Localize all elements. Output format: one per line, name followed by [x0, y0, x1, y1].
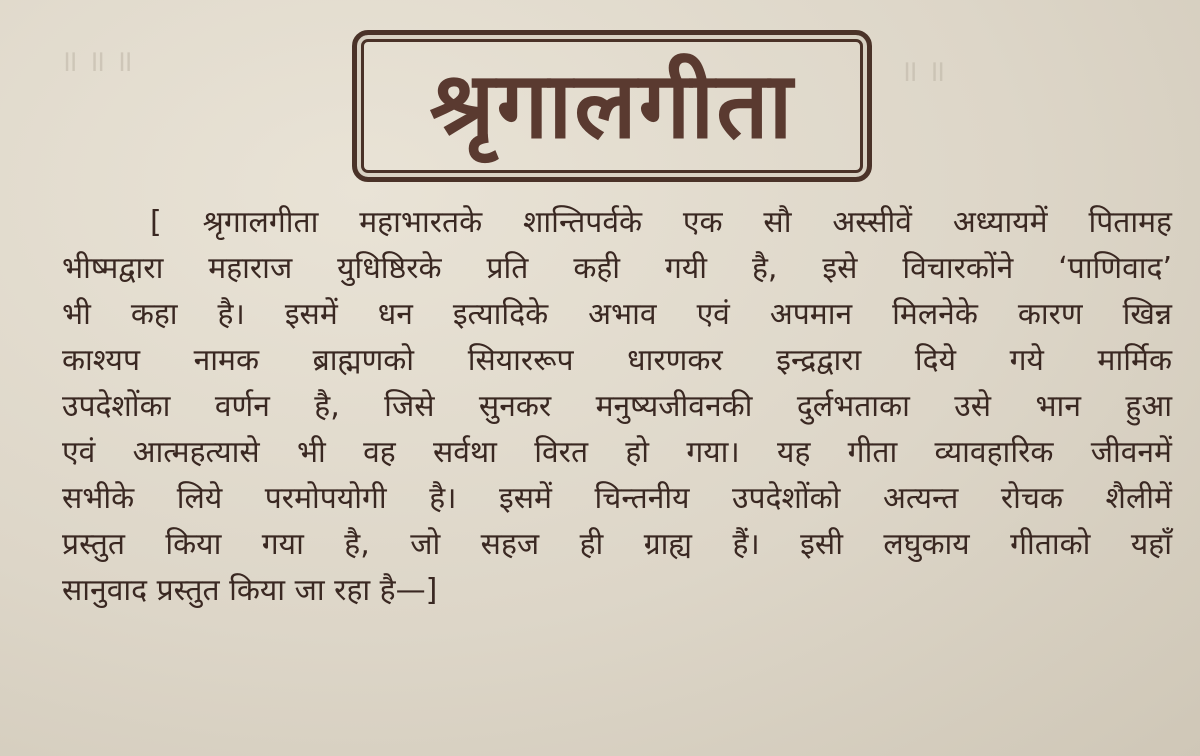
reverse-page-bleed-right: ॥ ॥ — [900, 54, 946, 89]
intro-line: एवं आत्महत्यासे भी वह सर्वथा विरत हो गया। यह गीता व्यावहारिक जीवनमें — [62, 435, 1172, 470]
intro-line: उपदेशोंका वर्णन है, जिसे सुनकर मनुष्यजीवनकी दुर्लभताका उसे भान हुआ — [62, 389, 1172, 424]
intro-line: काश्यप नामक ब्राह्मणको सियाररूप धारणकर इन्द्रद्वारा दिये गये मार्मिक — [62, 343, 1172, 378]
intro-line: सभीके लिये परमोपयोगी है। इसमें चिन्तनीय उपदेशोंको अत्यन्त रोचक शैलीमें — [62, 481, 1172, 516]
intro-paragraph — [62, 200, 1172, 614]
page-title: श्रृगालगीता — [429, 52, 795, 159]
intro-line: भीष्मद्वारा महाराज युधिष्ठिरके प्रति कही गयी है, इसे विचारकोंने ‘पाणिवाद’ — [62, 251, 1172, 286]
intro-line: सानुवाद प्रस्तुत किया जा रहा है—] — [62, 573, 438, 608]
intro-line: प्रस्तुत किया गया है, जो सहज ही ग्राह्य हैं। इसी लघुकाय गीताको यहाँ — [62, 527, 1172, 562]
intro-line: भी कहा है। इसमें धन इत्यादिके अभाव एवं अपमान मिलनेके कारण खिन्न — [62, 297, 1172, 332]
title-frame — [352, 30, 872, 182]
intro-line: [ श्रृगालगीता महाभारतके शान्तिपर्वके एक सौ अस्सीवें अध्यायमें पितामह — [150, 205, 1172, 240]
reverse-page-bleed-left: ॥ ॥ ॥ — [60, 44, 133, 79]
